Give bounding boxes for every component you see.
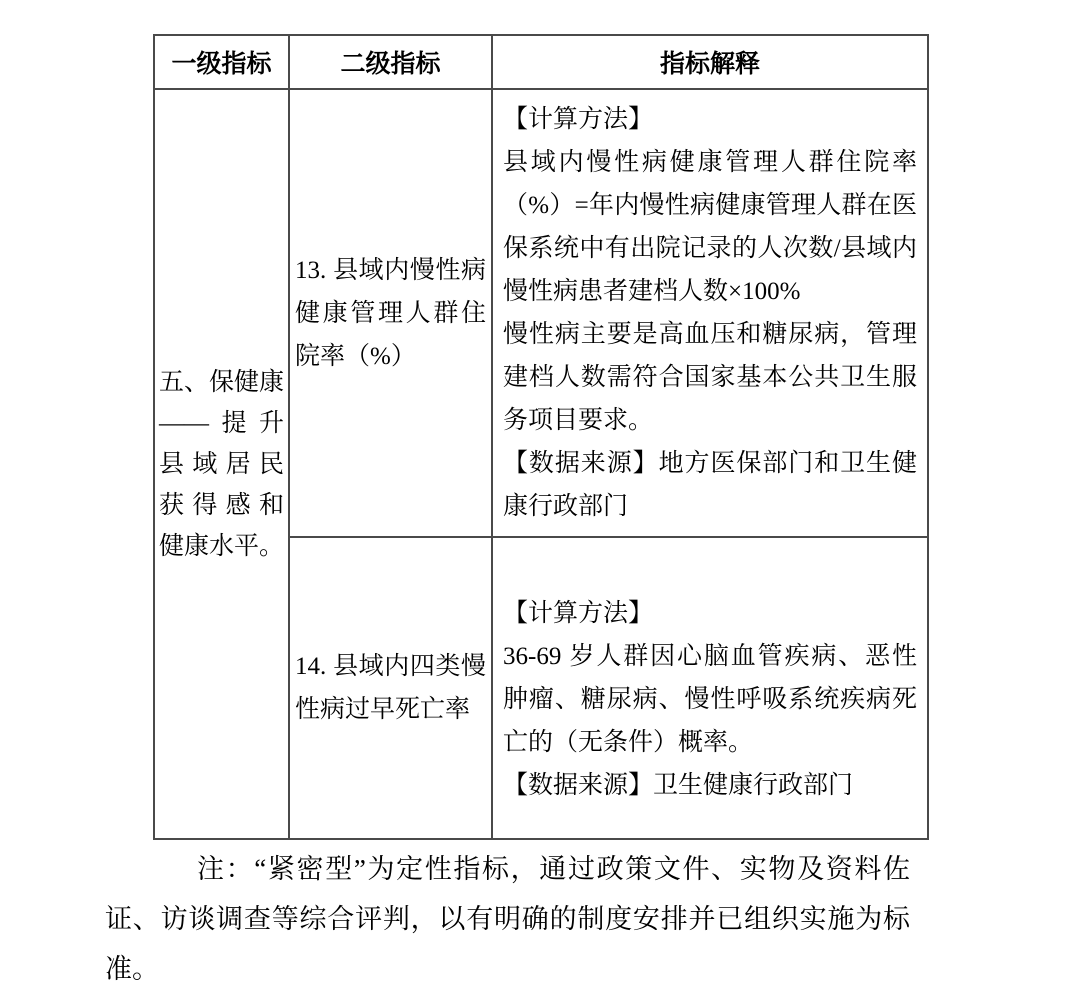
header-indicator-explanation: 指标解释 (492, 35, 928, 89)
table-header-row (154, 35, 928, 89)
header-level2-indicator: 二级指标 (289, 35, 492, 89)
calc-method-text: 县域内慢性病健康管理人群住院率（%）=年内慢性病健康管理人群在医保系统中有出院记录的人次数/县域内慢性病患者建档人数×100% (503, 149, 917, 305)
cell-indicator-13-explanation (492, 89, 928, 537)
level1-line: 五、保健康 (159, 368, 285, 396)
calc-method-note: 慢性病主要是高血压和糖尿病，管理建档人数需符合国家基本公共卫生服务项目要求。 (503, 321, 917, 434)
calc-method-heading: 【计算方法】 (503, 106, 654, 133)
cell-level1-indicator (154, 89, 289, 839)
header-level1-indicator: 一级指标 (154, 35, 289, 89)
indicator-13-label: 13. 县域内慢性病健康管理人群住院率（%） (295, 256, 486, 370)
calc-method-text: 36-69 岁人群因心脑血管疾病、恶性肿瘤、糖尿病、慢性呼吸系统疾病死亡的（无条件）概率。 (503, 643, 917, 756)
cell-indicator-14-explanation (492, 537, 928, 839)
level1-line: 县域居民 (159, 450, 284, 478)
data-source-text: 【数据来源】卫生健康行政部门 (503, 772, 854, 799)
level1-line: 健康水平。 (159, 532, 285, 560)
indicator-table (153, 34, 929, 840)
cell-indicator-13-name (289, 89, 492, 537)
indicator-14-label: 14. 县域内四类慢性病过早死亡率 (295, 653, 486, 723)
table-row-indicator-13 (154, 89, 928, 537)
cell-indicator-14-name (289, 537, 492, 839)
calc-method-heading: 【计算方法】 (503, 600, 654, 627)
level1-line: 获得感和 (159, 491, 284, 519)
level1-line: ——提升 (159, 409, 284, 437)
data-source-text: 【数据来源】地方医保部门和卫生健康行政部门 (503, 450, 917, 520)
footnote: 注：“紧密型”为定性指标，通过政策文件、实物及资料佐证、访谈调查等综合评判，以有明确的制度安排并已组织实施为标准。 (105, 854, 910, 984)
